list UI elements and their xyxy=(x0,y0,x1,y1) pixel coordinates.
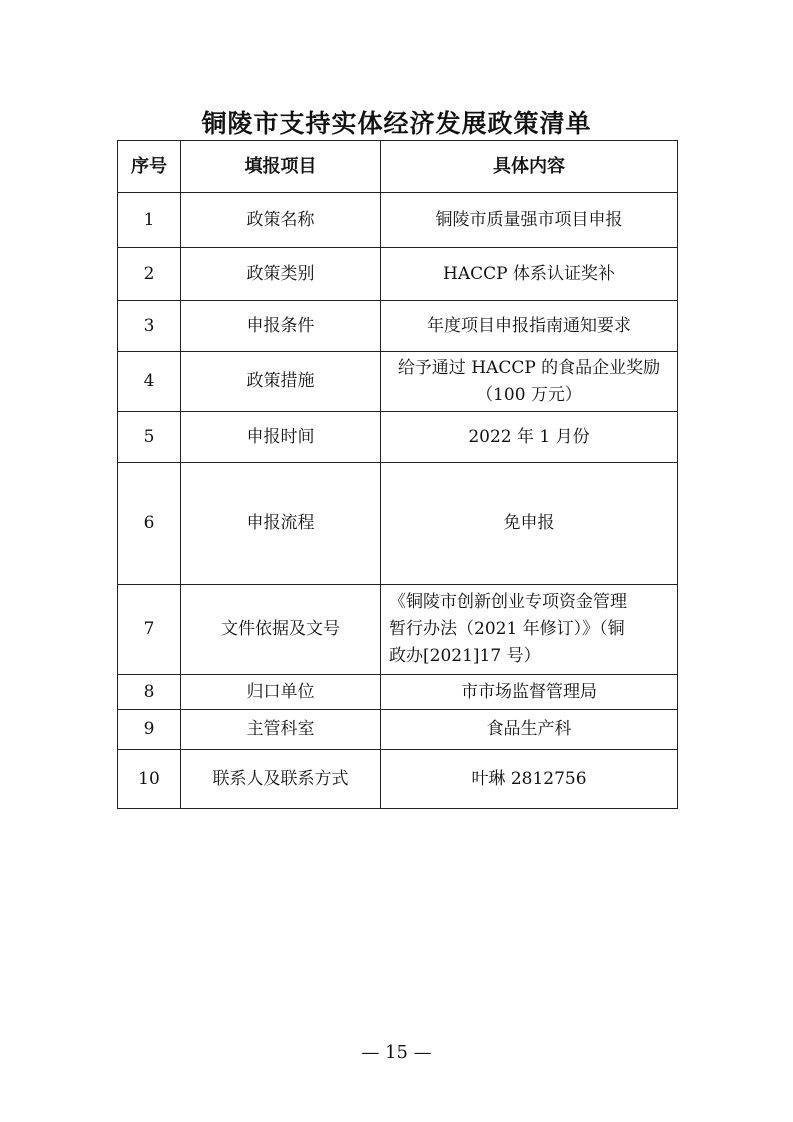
row-content: 市市场监督管理局 xyxy=(381,675,678,710)
row-no: 5 xyxy=(118,412,181,463)
table-header-row xyxy=(118,141,678,193)
row-no: 1 xyxy=(118,193,181,248)
row-no: 4 xyxy=(118,352,181,412)
table-row xyxy=(118,463,678,585)
row-item: 政策措施 xyxy=(181,352,381,412)
table-row xyxy=(118,710,678,750)
row-no: 8 xyxy=(118,675,181,710)
row-no: 7 xyxy=(118,585,181,675)
row-no: 10 xyxy=(118,750,181,809)
row-content: 年度项目申报指南通知要求 xyxy=(381,301,678,352)
header-item: 填报项目 xyxy=(181,141,381,193)
table-row xyxy=(118,193,678,248)
row-item: 主管科室 xyxy=(181,710,381,750)
table-row xyxy=(118,585,678,675)
page-title: 铜陵市支持实体经济发展政策清单 xyxy=(201,109,592,138)
policy-table xyxy=(117,140,678,809)
row-item: 联系人及联系方式 xyxy=(181,750,381,809)
row-no: 6 xyxy=(118,463,181,585)
row-item: 申报流程 xyxy=(181,463,381,585)
row-item: 申报时间 xyxy=(181,412,381,463)
row-content xyxy=(381,585,678,675)
row-item: 政策名称 xyxy=(181,193,381,248)
table-row xyxy=(118,248,678,301)
table-row xyxy=(118,412,678,463)
row-item: 申报条件 xyxy=(181,301,381,352)
row-content-line: 政办[2021]17 号） xyxy=(389,646,541,666)
page-number: — 15 — xyxy=(361,1042,432,1063)
header-no: 序号 xyxy=(118,141,181,193)
row-item: 文件依据及文号 xyxy=(181,585,381,675)
row-content: 铜陵市质量强市项目申报 xyxy=(381,193,678,248)
row-content: HACCP 体系认证奖补 xyxy=(381,248,678,301)
row-item: 归口单位 xyxy=(181,675,381,710)
row-content: 免申报 xyxy=(381,463,678,585)
row-content-line: 《铜陵市创新创业专项资金管理 xyxy=(389,592,627,612)
row-content: 2022 年 1 月份 xyxy=(381,412,678,463)
row-no: 3 xyxy=(118,301,181,352)
row-content: 食品生产科 xyxy=(381,710,678,750)
row-content: 叶琳 2812756 xyxy=(381,750,678,809)
header-content: 具体内容 xyxy=(381,141,678,193)
table-row xyxy=(118,301,678,352)
row-no: 9 xyxy=(118,710,181,750)
row-no: 2 xyxy=(118,248,181,301)
table-row xyxy=(118,675,678,710)
row-content-line: 暂行办法（2021 年修订）》（铜 xyxy=(389,619,625,639)
table-row xyxy=(118,750,678,809)
row-item: 政策类别 xyxy=(181,248,381,301)
row-content xyxy=(381,352,678,412)
table-row xyxy=(118,352,678,412)
row-content-line: 给予通过 HACCP 的食品企业奖励 xyxy=(397,357,661,378)
row-content-line: （100 万元） xyxy=(476,384,582,405)
